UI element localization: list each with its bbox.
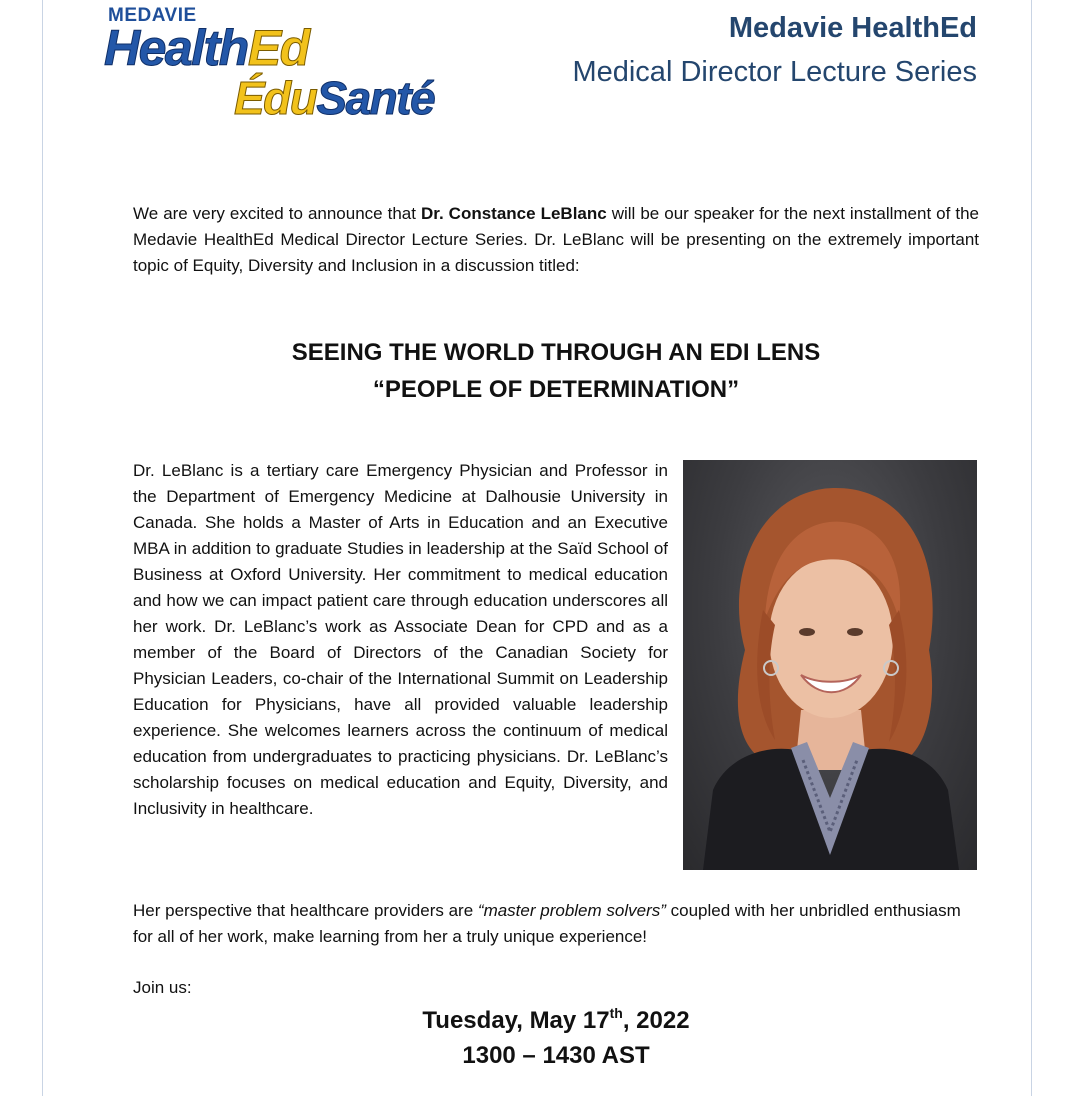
- speaker-photo: [683, 460, 977, 870]
- logo-sante-word: Santé: [316, 72, 435, 124]
- speaker-portrait-illustration: [683, 460, 977, 870]
- lecture-title-line2: “PEOPLE OF DETERMINATION”: [372, 376, 740, 403]
- closing-text-end: coupled with her unbridled enthusiasm for all of her work, make learning from her a truly unique experience!: [133, 901, 961, 946]
- lecture-title: [133, 334, 979, 408]
- logo-edusante-line: [234, 72, 435, 124]
- join-label: Join us:: [133, 978, 192, 997]
- closing-paragraph: [133, 898, 979, 950]
- event-year: , 2022: [622, 1007, 690, 1034]
- intro-paragraph: [133, 201, 979, 279]
- closing-quote: “master problem solvers”: [477, 901, 666, 920]
- header-org-title: Medavie HealthEd: [728, 12, 977, 44]
- speaker-name: Dr. Constance LeBlanc: [420, 204, 607, 223]
- logo-healthed-line: [104, 20, 309, 76]
- medavie-healthed-logo: [104, 4, 464, 122]
- logo-medavie-text: MEDAVIE: [108, 5, 197, 26]
- logo-ed-word: Ed: [247, 20, 309, 76]
- intro-text-end: will be our speaker for the next installment of the Medavie HealthEd Medical Director Lecture Series. Dr. LeBlanc will be presenting on the extremely important topic of Equity, Diversity and Inclusion in a discussion titled:: [133, 204, 979, 275]
- intro-text-start: We are very excited to announce that: [133, 204, 421, 223]
- event-date: [133, 1003, 979, 1038]
- event-day-suffix: th: [609, 1005, 623, 1021]
- lecture-title-line1: SEEING THE WORLD THROUGH AN EDI LENS: [291, 339, 821, 366]
- header-series-title: Medical Director Lecture Series: [572, 56, 977, 88]
- speaker-bio: Dr. LeBlanc is a tertiary care Emergency Physician and Professor in the Department of Emergency Medicine at Dalhousie University in Canada. She holds a Master of Arts in Education and an Executive MBA in addition to graduate Studies in leadership at the Saïd School of Business at Oxford University. Her commitment to medical education and how we can impact patient care through education underscores all her work. Dr. LeBlanc’s work as Associate Dean for CPD and as a member of the Board of Directors of the Canadian Society for Physician Leaders, co-chair of the International Summit on Leadership Education for Physicians, have all provided valuable leadership experience. She welcomes learners across the continuum of medical education from undergraduates to practicing physicians. Dr. LeBlanc’s scholarship focuses on medical education and Equity, Diversity, and Inclusivity in healthcare.: [133, 461, 668, 818]
- closing-text-start: Her perspective that healthcare providers are: [133, 901, 478, 920]
- event-time: 1300 – 1430 AST: [462, 1042, 650, 1069]
- event-day: Tuesday, May 17: [422, 1007, 610, 1034]
- logo-edu-word: Édu: [234, 72, 317, 124]
- event-details: [133, 1003, 979, 1073]
- logo-health-word: Health: [104, 20, 248, 76]
